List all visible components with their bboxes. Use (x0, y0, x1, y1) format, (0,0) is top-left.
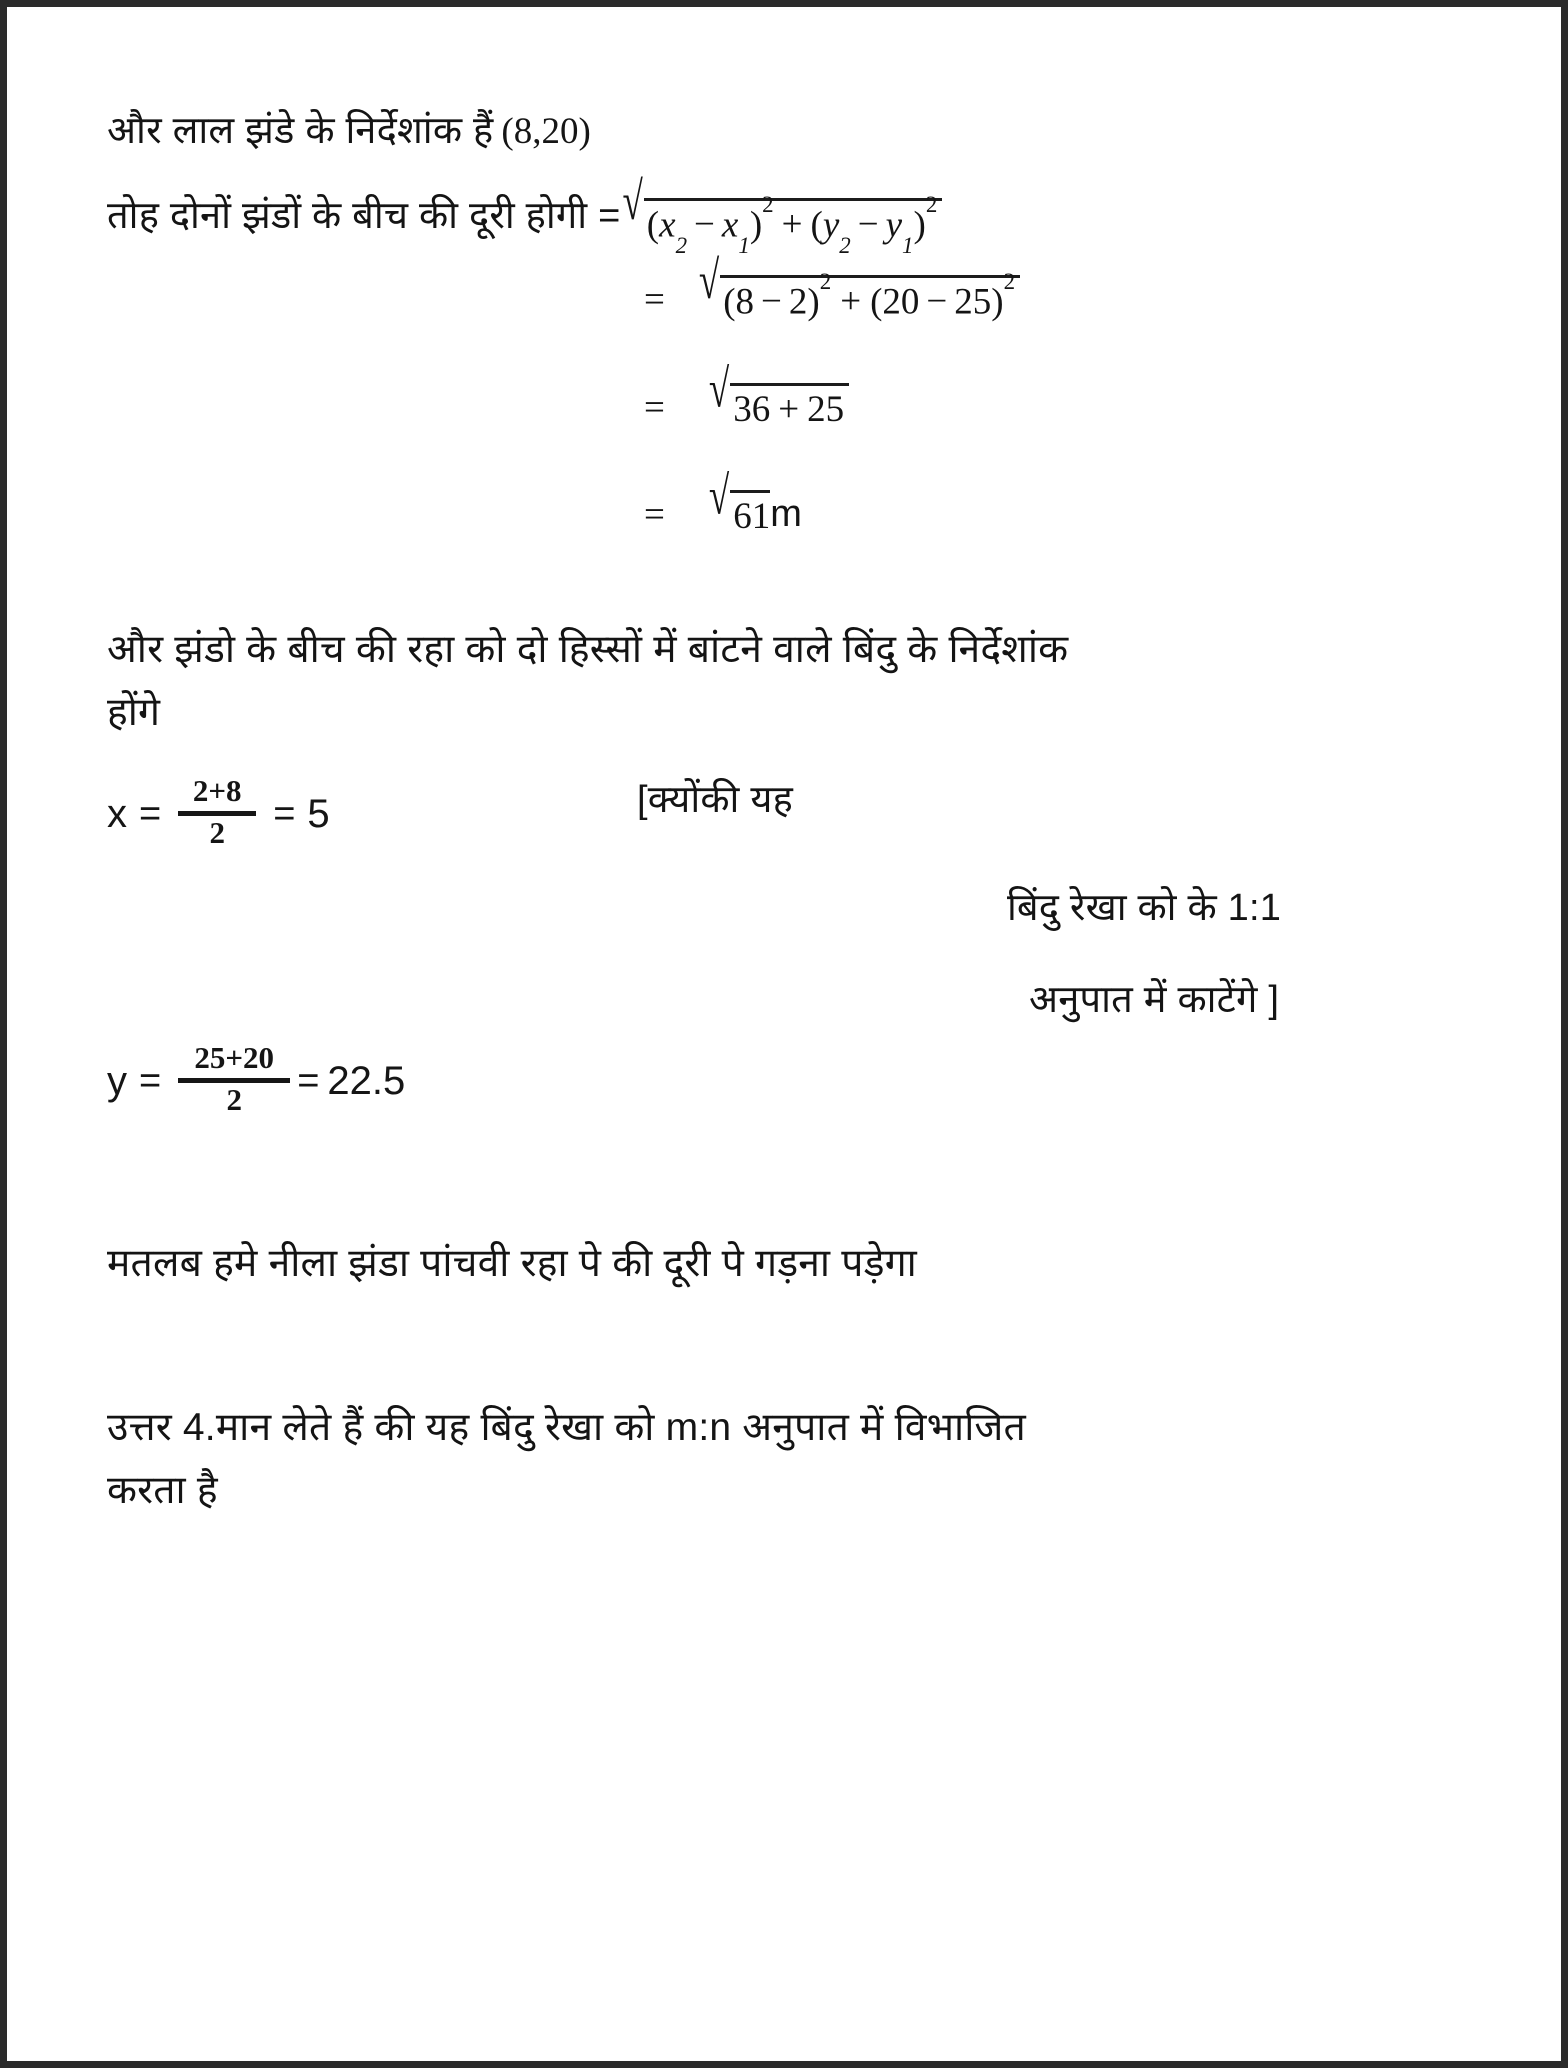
x-midpoint-fraction (178, 775, 256, 849)
var-y2-subscript: 2 (839, 232, 851, 258)
x-equals-sign-2: = (273, 792, 296, 835)
open-paren: ( (646, 204, 660, 246)
paragraph-conclusion: मतलब हमे नीला झंडा पांचवी रहा पे की दूरी पे गड़ना पड़ेगा (107, 1242, 917, 1285)
term1-open-paren: ( (723, 281, 736, 323)
bracket-note-line1: [क्योंकी यह (637, 779, 793, 821)
radical-eq4 (708, 466, 771, 538)
radical-eq3 (708, 359, 849, 431)
term2-close-paren: ) (991, 281, 1004, 323)
equals-sign-eq2: = (644, 278, 665, 320)
term2-open-paren: ( (870, 281, 883, 323)
equation-sum-under-root (644, 359, 849, 431)
radical-sign-icon: √ (708, 359, 730, 420)
paragraph-answer4-line2: करता है (107, 1469, 218, 1512)
exponent-1: 2 (762, 191, 774, 217)
x-midpoint-result: 5 (307, 791, 330, 836)
y-variable-label: y (107, 1058, 127, 1103)
x-variable-label: x (107, 791, 127, 836)
x-equals-sign-1: = (139, 792, 162, 835)
term1-exponent: 2 (819, 268, 832, 294)
line-red-flag-coords-text: और लाल झंडे के निर्देशांक हैं (107, 110, 494, 152)
bracket-note-line3: अनुपात में काटेंगे ] (1029, 979, 1280, 1021)
var-y2: y (822, 204, 840, 246)
term1-b: 2 (788, 281, 808, 323)
equation-x-midpoint (107, 773, 330, 851)
var-x2: x (659, 204, 676, 246)
line-distance-formula (107, 172, 942, 258)
eq2-plus: + (840, 281, 862, 323)
var-x1: x (721, 204, 739, 246)
var-x1-subscript: 1 (738, 232, 750, 258)
equation-final-distance (644, 466, 802, 538)
y-midpoint-fraction (178, 1042, 290, 1116)
y-midpoint-result: 22.5 (327, 1058, 406, 1103)
x-fraction-denominator: 2 (209, 814, 225, 850)
unit-meter: m (770, 492, 802, 535)
radicand-substituted (720, 268, 1020, 323)
close-paren-1: ) (749, 204, 763, 246)
paragraph-midpoint-intro-line1: और झंडो के बीच की रहा को दो हिस्सों में बांटने वाले बिंदु के निर्देशांक (107, 628, 1069, 671)
x-fraction-numerator: 2+8 (192, 773, 242, 808)
paragraph-answer4-line1: उत्तर 4.मान लेते हैं की यह बिंदु रेखा को m:n अनुपात में विभाजित (107, 1406, 1026, 1449)
close-paren-2: ) (913, 204, 926, 246)
y-equals-sign-1: = (139, 1059, 162, 1102)
red-flag-coordinates-value: (8,20) (501, 111, 591, 152)
eq3-b: 25 (807, 389, 845, 430)
radical-sign-icon: √ (708, 466, 730, 527)
equals-sign-eq4: = (644, 493, 665, 535)
page-content (7, 7, 1561, 2061)
page-paper (7, 7, 1561, 2061)
term2-b: 25 (954, 281, 992, 323)
term2-minus: − (926, 281, 948, 323)
term1-minus: − (761, 281, 782, 323)
radicand-general (644, 191, 943, 258)
y-fraction-denominator: 2 (226, 1081, 242, 1117)
eq3-plus: + (778, 389, 800, 430)
term1-a: 8 (735, 281, 755, 323)
line-distance-formula-text: तोह दोनों झंडों के बीच की दूरी होगी = (107, 195, 621, 237)
y-fraction-numerator: 25+20 (194, 1040, 275, 1075)
minus-sign-1: − (694, 204, 715, 246)
term1-close-paren: ) (807, 281, 820, 323)
exponent-2: 2 (925, 191, 938, 217)
radical-sign-icon: √ (698, 251, 720, 312)
var-x2-subscript: 2 (675, 232, 688, 258)
equals-sign-eq3: = (644, 386, 665, 428)
equation-y-midpoint (107, 1040, 406, 1118)
open-paren-2: ( (810, 204, 823, 246)
term2-exponent: 2 (1003, 268, 1016, 294)
radicand-final (730, 490, 770, 538)
distance-formula-radical (622, 172, 942, 258)
y-equals-sign-2: = (297, 1059, 320, 1102)
minus-sign-2: − (857, 204, 879, 246)
equation-substituted (644, 251, 1020, 323)
var-y1: y (885, 204, 903, 246)
eq4-value: 61 (733, 496, 771, 537)
plus-sign-1: + (781, 204, 803, 246)
var-y1-subscript: 1 (902, 232, 914, 258)
term2-a: 20 (882, 281, 920, 323)
bracket-note-line2: बिंदु रेखा को के 1:1 (1007, 887, 1282, 929)
paragraph-midpoint-intro-line2: होंगे (107, 691, 161, 734)
line-red-flag-coords (107, 103, 591, 155)
radical-sign-icon: √ (622, 172, 643, 233)
radical-eq2 (698, 251, 1020, 323)
radicand-sum (730, 383, 849, 431)
eq3-a: 36 (733, 389, 771, 430)
